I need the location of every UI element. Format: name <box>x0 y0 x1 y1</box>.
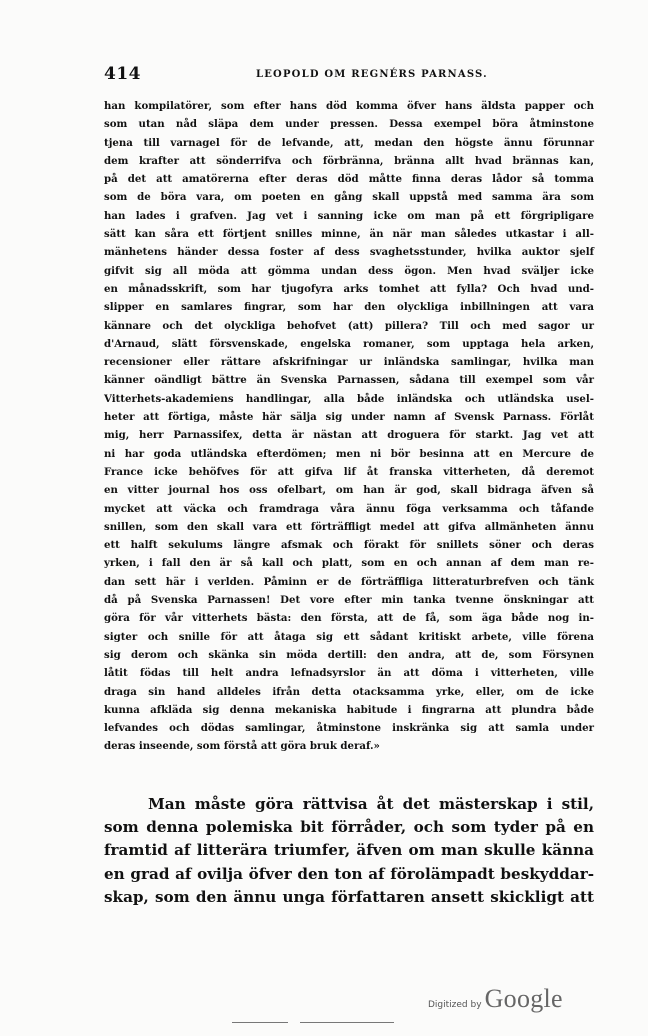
google-logo: Google <box>484 984 563 1013</box>
quote-line: mänhetens händer dessa foster af dess svaghetsstunder, hvilka auktor sjelf <box>104 246 594 259</box>
quote-line: lefvandes och dödas samlingar, åtminstone inskränka sig att samla under <box>104 722 594 735</box>
quote-line: känner oändligt bättre än Svenska Parnassen, sådana till exempel som vår <box>104 374 594 387</box>
quote-line: göra för vår vitterhets bästa: den första, att de få, som äga både nog in- <box>104 612 594 625</box>
quote-line: ett halft sekulums längre afsmak och förakt för snillets söner och deras <box>104 539 594 552</box>
quote-line: sätt kan såra ett förtjent snilles minne, än när man således utkastar i all- <box>104 228 594 241</box>
quote-line: då på Svenska Parnassen! Det vore efter min tanka tvenne önskningar att <box>104 594 594 607</box>
quote-line: dan sett här i verlden. Påminn er de förträffliga litteraturbrefven och tänk <box>104 575 594 588</box>
quote-line: en månadsskrift, som har tjugofyra arks tomhet att fylla? Och hvad und- <box>104 282 594 295</box>
paragraph-line: framtid af litterära triumfer, äfven om man skulle känna <box>104 841 594 860</box>
quote-line: som de böra vara, om poeten en gång skall uppstå med samma ära som <box>104 191 594 204</box>
paragraph-line: en grad af ovilja öfver den ton af förolämpadt beskyddar- <box>104 864 594 883</box>
quote-line: tjena till varnagel för de lefvande, att, medan den högste ännu förunnar <box>104 136 594 149</box>
quote-line: heter att förtiga, måste här sälja sig under namn af Svensk Parnass. Förlåt <box>104 411 594 424</box>
quote-line: draga sin hand alldeles ifrån detta otacksamma yrke, eller, om de icke <box>104 685 594 698</box>
quote-line: sigter och snille för att åtaga sig ett sådant kritiskt arbete, ville förena <box>104 630 594 643</box>
quote-line: gifvit sig all möda att gömma undan dess ögon. Men hvad sväljer icke <box>104 264 594 277</box>
quote-line: recensioner eller rättare afskrifningar ur inländska samlingar, hvilka man <box>104 356 594 369</box>
quote-line: som utan nåd släpa dem under pressen. Dessa exempel böra åtminstone <box>104 118 594 131</box>
quote-line: mig, herr Parnassifex, detta är nästan att droguera för starkt. Jag vet att <box>104 429 594 442</box>
quote-line: yrken, i fall den är så kall och platt, som en och annan af dem man re- <box>104 557 594 570</box>
digitization-watermark <box>428 984 578 1016</box>
quote-line: låtit födas till helt andra lefnadsyrslor än att döma i vitterheten, ville <box>104 667 594 680</box>
paragraph-line: som denna polemiska bit förråder, och som tyder på en <box>104 818 594 837</box>
quote-line: slipper en samlares fingrar, som har den olyckliga inbillningen att vara <box>104 301 594 314</box>
quote-line: på det att amatörerna efter deras död måtte finna deras lådor så tomma <box>104 173 594 186</box>
paragraph-line: skap, som den ännu unga författaren ansett skickligt att <box>104 887 594 906</box>
quote-line: han lades i grafven. Jag vet i sanning icke om man på ett förgripligare <box>104 209 594 222</box>
quoted-passage <box>104 97 594 756</box>
quote-line: ni har goda utländska efterdömen; men ni bör besinna att en Mercure de <box>104 447 594 460</box>
page-header <box>104 64 596 86</box>
quote-line: France icke behöfves för att gifva lif åt franska vitterheten, då deremot <box>104 465 594 478</box>
main-paragraph <box>104 793 594 909</box>
quote-line: en vitter journal hos oss ofelbart, om han är god, skall bidraga äfven så <box>104 484 594 497</box>
quote-line: snillen, som den skall vara ett förträffligt medel att gifva allmänheten ännu <box>104 520 594 533</box>
digitized-by-label: Digitized by <box>428 1000 482 1010</box>
quote-line: d'Arnaud, slätt försvenskade, engelska romaner, som upptaga hela arken, <box>104 337 594 350</box>
quote-line: mycket att väcka och framdraga våra ännu föga verksamma och tåfande <box>104 502 594 515</box>
page-number: 414 <box>104 64 141 84</box>
quote-line: deras inseende, som förstå att göra bruk deraf.» <box>104 740 380 753</box>
quote-line: dem krafter att sönderrifva och förbränna, bränna allt hvad brännas kan, <box>104 154 594 167</box>
running-head: LEOPOLD OM REGNÉRS PARNASS. <box>256 69 488 80</box>
footer-rule <box>300 1022 394 1023</box>
quote-line: Vitterhets-akademiens handlingar, alla både inländska och utländska usel- <box>104 392 594 405</box>
quote-line: han kompilatörer, som efter hans död komma öfver hans äldsta papper och <box>104 100 594 112</box>
quote-line: kunna afkläda sig denna mekaniska habitude i fingrarna att plundra både <box>104 703 594 716</box>
footer-rule <box>232 1022 288 1023</box>
quote-line: sig derom och skänka sin möda dertill: den andra, att de, som Försynen <box>104 648 594 661</box>
paragraph-line: Man måste göra rättvisa åt det mästerskap i stil, <box>148 795 594 813</box>
quote-line: kännare och det olyckliga behofvet (att) pillera? Till och med sagor ur <box>104 319 594 332</box>
